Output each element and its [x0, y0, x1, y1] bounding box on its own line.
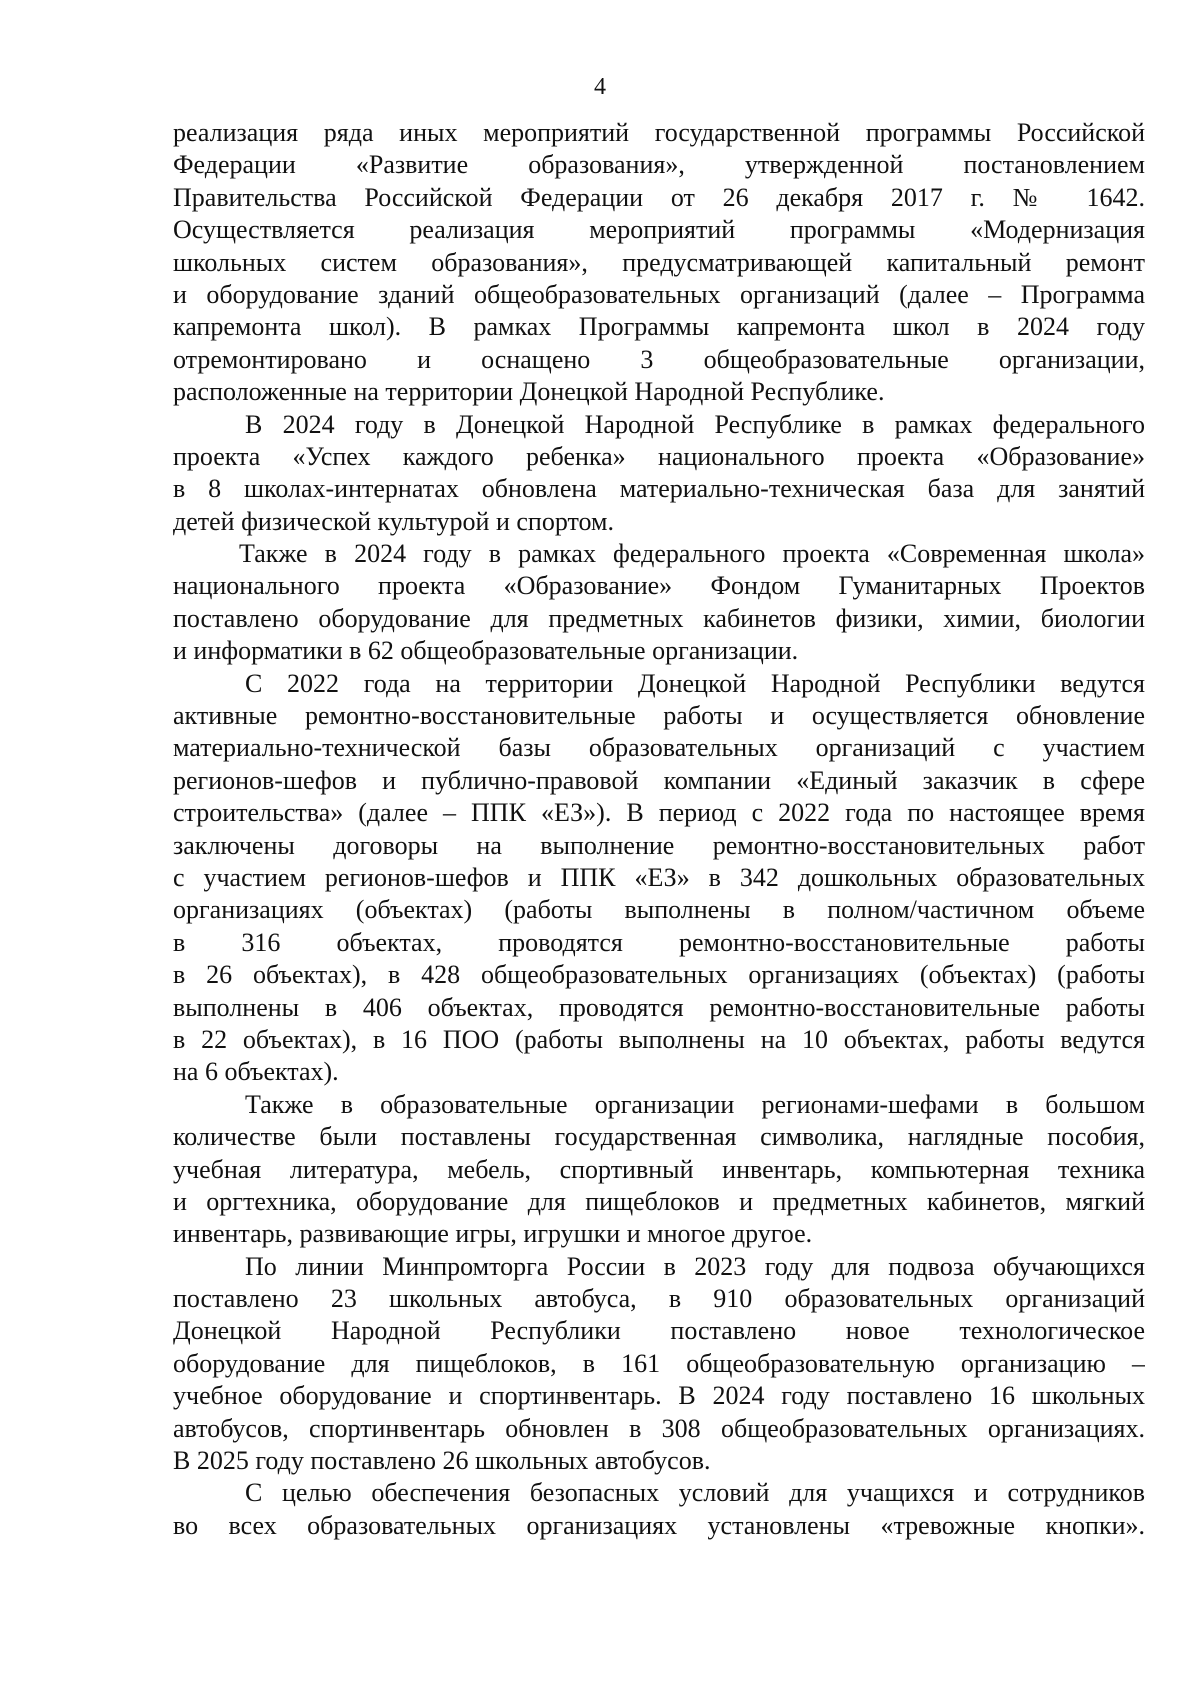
text-line: Осуществляется реализация мероприятий программы «Модернизация: [173, 215, 1145, 245]
text-line: С целью обеспечения безопасных условий для учащихся и сотрудников: [245, 1478, 1145, 1508]
text-line: организациях (объектах) (работы выполнены в полном/частичном объеме: [173, 895, 1145, 925]
text-line: в 22 объектах), в 16 ПОО (работы выполнены на 10 объектах, работы ведутся: [173, 1024, 1145, 1054]
text-line: отремонтировано и оснащено 3 общеобразовательные организации,: [173, 344, 1145, 374]
text-line: Также в образовательные организации регионами-шефами в большом: [245, 1089, 1145, 1119]
text-line: инвентарь, развивающие игры, игрушки и многое другое.: [173, 1219, 813, 1249]
paragraph-2: [173, 409, 1145, 539]
paragraph-5: [173, 1089, 1145, 1251]
paragraph-1: [173, 117, 1145, 409]
page-number: 4: [594, 74, 606, 100]
paragraph-3: [173, 538, 1145, 668]
text-line: учебное оборудование и спортинвентарь. В 2024 году поставлено 16 школьных: [173, 1381, 1145, 1411]
text-line: С 2022 года на территории Донецкой Народной Республики ведутся: [245, 668, 1145, 698]
text-line: Правительства Российской Федерации от 26 декабря 2017 г. № 1642.: [173, 182, 1145, 212]
text-line: В 2024 году в Донецкой Народной Республике в рамках федерального: [245, 409, 1145, 439]
text-line: выполнены в 406 объектах, проводятся ремонтно-восстановительные работы: [173, 992, 1145, 1022]
text-line: Также в 2024 году в рамках федерального проекта «Современная школа»: [239, 539, 1145, 569]
text-line: Донецкой Народной Республики поставлено новое технологическое: [173, 1316, 1145, 1346]
paragraph-7: [173, 1477, 1145, 1542]
text-line: реализация ряда иных мероприятий государственной программы Российской: [173, 118, 1145, 147]
text-line: и оборудование зданий общеобразовательных организаций (далее – Программа: [173, 279, 1145, 309]
text-line: строительства» (далее – ППК «ЕЗ»). В период с 2022 года по настоящее время: [173, 798, 1145, 828]
text-line: проекта «Успех каждого ребенка» национального проекта «Образование»: [173, 441, 1145, 471]
text-line: капремонта школ). В рамках Программы капремонта школ в 2024 году: [173, 312, 1145, 342]
paragraph-6: [173, 1251, 1145, 1478]
text-line: в 8 школах-интернатах обновлена материально-техническая база для занятий: [173, 474, 1145, 504]
text-line: активные ремонтно-восстановительные работы и осуществляется обновление: [173, 701, 1145, 731]
text-line: автобусов, спортинвентарь обновлен в 308 общеобразовательных организациях.: [173, 1413, 1145, 1443]
text-line: национального проекта «Образование» Фондом Гуманитарных Проектов: [173, 571, 1145, 601]
text-line: регионов-шефов и публично-правовой компании «Единый заказчик в сфере: [173, 765, 1145, 795]
text-line: во всех образовательных организациях установлены «тревожные кнопки».: [173, 1510, 1145, 1540]
text-line: В 2025 году поставлено 26 школьных автобусов.: [173, 1446, 711, 1476]
text-line: на 6 объектах).: [173, 1057, 339, 1087]
text-line: в 26 объектах), в 428 общеобразовательных организациях (объектах) (работы: [173, 960, 1145, 990]
text-line: и оргтехника, оборудование для пищеблоков и предметных кабинетов, мягкий: [173, 1186, 1145, 1216]
text-line: поставлено 23 школьных автобуса, в 910 образовательных организаций: [173, 1284, 1145, 1314]
text-line: с участием регионов-шефов и ППК «ЕЗ» в 342 дошкольных образовательных: [173, 862, 1145, 892]
text-line: заключены договоры на выполнение ремонтно-восстановительных работ: [173, 830, 1145, 860]
text-line: детей физической культурой и спортом.: [173, 506, 614, 536]
text-line: Федерации «Развитие образования», утвержденной постановлением: [173, 150, 1145, 180]
text-line: расположенные на территории Донецкой Народной Республике.: [173, 377, 885, 407]
text-line: оборудование для пищеблоков, в 161 общеобразовательную организацию –: [173, 1348, 1145, 1378]
text-line: учебная литература, мебель, спортивный инвентарь, компьютерная техника: [173, 1154, 1145, 1184]
text-line: поставлено оборудование для предметных кабинетов физики, химии, биологии: [173, 603, 1145, 633]
text-line: количестве были поставлены государственная символика, наглядные пособия,: [173, 1122, 1145, 1152]
text-line: и информатики в 62 общеобразовательные организации.: [173, 636, 799, 666]
text-line: в 316 объектах, проводятся ремонтно-восстановительные работы: [173, 927, 1145, 957]
text-line: По линии Минпромторга России в 2023 году для подвоза обучающихся: [245, 1251, 1145, 1281]
text-line: школьных систем образования», предусматривающей капитальный ремонт: [173, 247, 1145, 277]
document-body: [173, 117, 1145, 1542]
text-line: материально-технической базы образовательных организаций с участием: [173, 733, 1145, 763]
paragraph-4: [173, 668, 1145, 1089]
